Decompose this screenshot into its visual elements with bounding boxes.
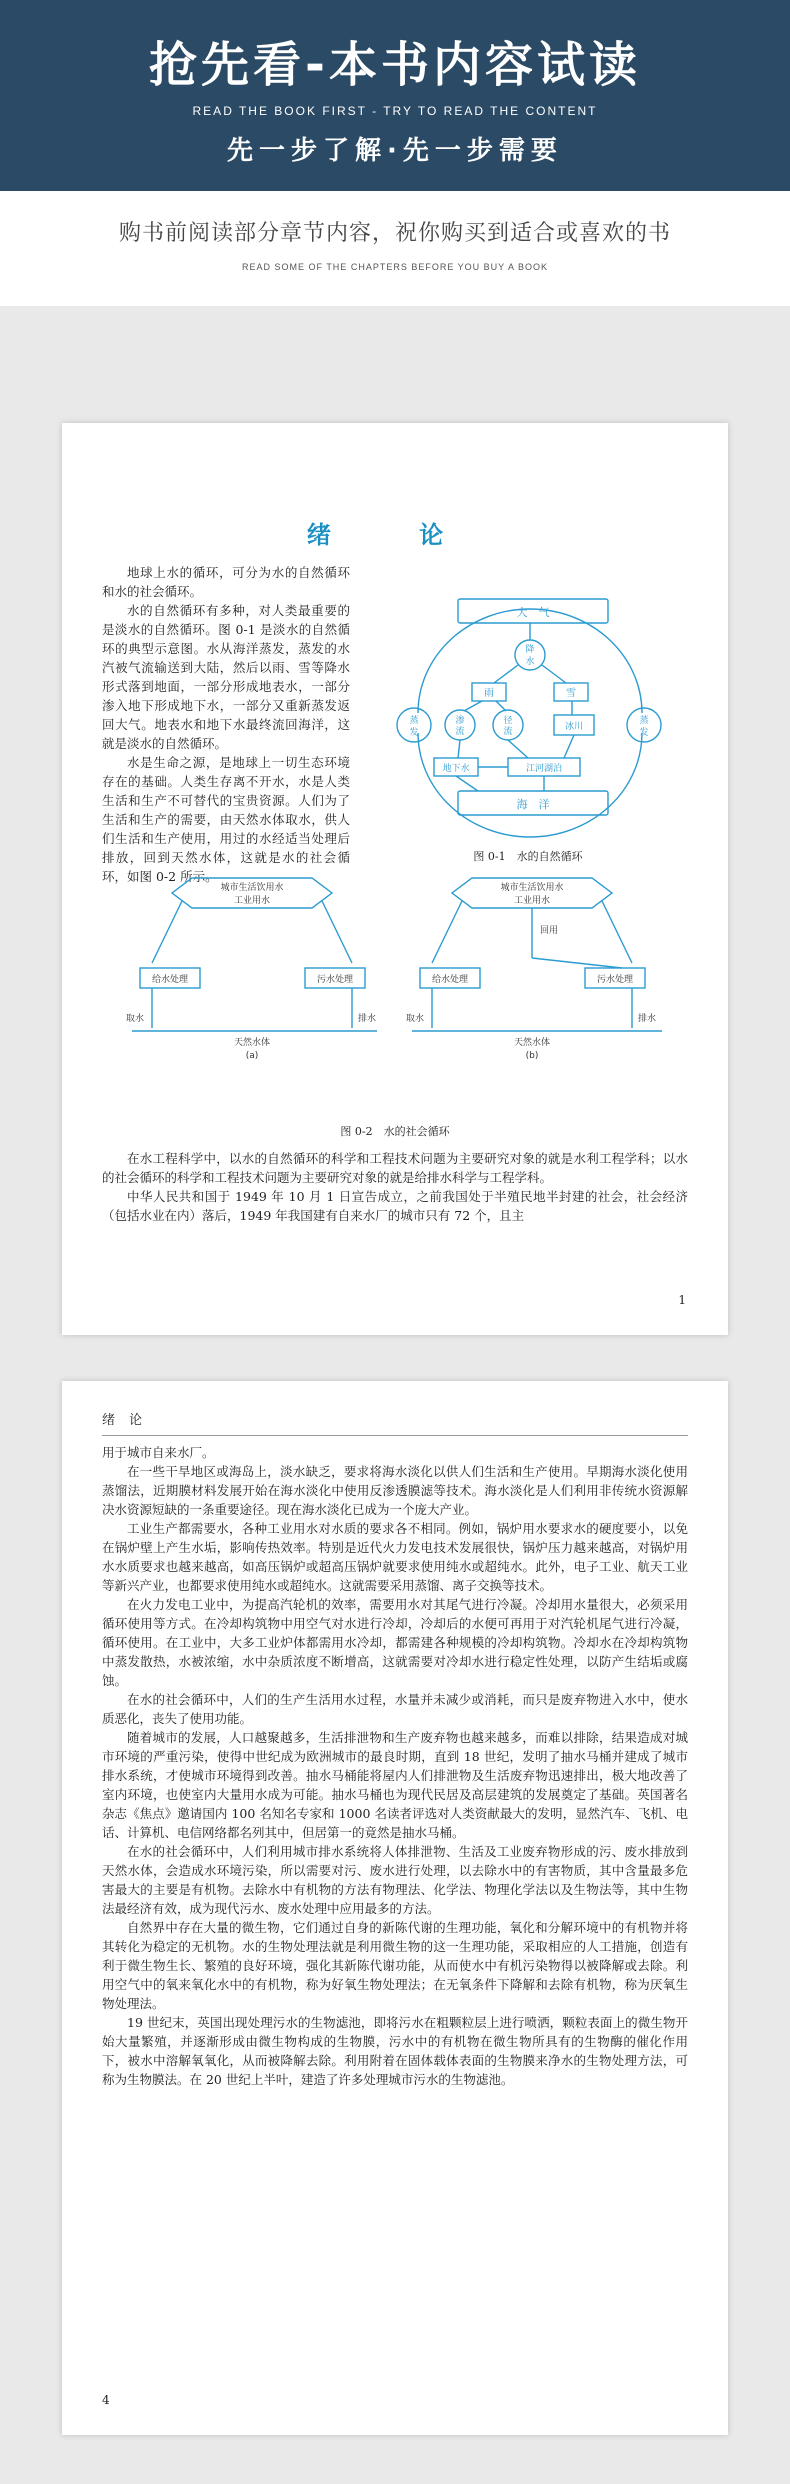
label-industrial-b: 工业用水 (513, 896, 551, 906)
label-evap-left-2: 发 (409, 728, 419, 738)
label-glacier: 冰川 (564, 722, 584, 732)
pipe-line (152, 901, 182, 963)
label-snow: 雪 (566, 688, 576, 699)
arrow-line (508, 740, 528, 758)
figure-social-cycle (122, 873, 682, 1063)
figure-2-caption: 图 0-2 水的社会循环 (340, 1125, 450, 1138)
label-natural-water-b: 天然水体 (513, 1038, 551, 1048)
paragraph-intro: 地球上水的循环，可分为水的自然循环和水的社会循环。 (102, 565, 350, 599)
arrow-line (496, 701, 506, 711)
label-sub-a: (a) (245, 1051, 259, 1061)
pipe-line (602, 901, 632, 963)
page1-left-text (102, 563, 350, 886)
cycle-arc-bottom (418, 733, 642, 837)
label-discharge-b: 排水 (638, 1014, 657, 1024)
chapter-title: 绪 论 (306, 520, 484, 549)
arrow-line (456, 776, 478, 791)
paragraph: 工业生产都需要水，各种工业用水对水质的要求各不相同。例如，锅炉用水要求水的硬度要小，以免在锅炉壁上产生水垢，影响传热效率。特别是近代火力发电技术发展很快，锅炉压力越来越高，对锅炉用水水质要求也越来越高，如高压锅炉或超高压锅炉就要求使用纯水或超纯水。此外，电子工业、航天工业等新兴产业，也都要求使用纯水或超纯水。这就需要采用蒸馏、离子交换等技术。 (102, 1521, 688, 1593)
label-urban-a: 城市生活饮用水 (220, 883, 284, 893)
paragraph: 在一些干旱地区或海岛上，淡水缺乏，要求将海水淡化以供人们生活和生产使用。早期海水淡化使用蒸馏法，近期膜材料发展开始在海水淡化中使用反渗透膜滤等技术。海水淡化是人们利用非传统水资源解决水资源短缺的一条重要途径。现在海水淡化已成为一个庞大产业。 (102, 1464, 688, 1517)
label-runoff-1: 径 (503, 716, 513, 726)
label-runoff-2: 流 (503, 727, 513, 737)
label-reuse: 回用 (540, 926, 559, 936)
pipe-line (432, 901, 462, 963)
arrow-line (564, 735, 574, 758)
paragraph: 随着城市的发展，人口越聚越多，生活排泄物和生产废弃物也越来越多，而难以排除，结果造成对城市环境的严重污染，使得中世纪成为欧洲城市的最良时期，直到 18 世纪，发明了抽水马桶并建成了城市排水系统，才使城市环境得到改善。抽水马桶能将屋内人们排泄物及生活废弃物迅速排出，极大地改善了室内环境，也使室内大量用水成为可能。抽水马桶也为现代民居及高层建筑的发展奠定了基础。英国著名杂志《焦点》邀请国内 100 名知名专家和 1000 名读者评选对人类资献最大的发明，显然汽车、飞机、电话、计算机、电信网络都名列其中，但居第一的竟然是抽水马桶。 (102, 1730, 688, 1840)
label-atmosphere: 大 气 (516, 606, 550, 619)
paragraph: 在水的社会循环中，人们利用城市排水系统将人体排泄物、生活及工业废弃物形成的污、废水排放到天然水体，会造成水环境污染，所以需要对污、废水进行处理，以去除水中的有害物质，其中含量最多危害最大的主要是有机物。去除水中有机物的方法有物理法、化学法、物理化学法以及生物法等，其中生物法最经济有效，成为现代污水、废水处理中应用最多的方法。 (102, 1844, 688, 1916)
label-supply-a: 给水处理 (151, 975, 189, 985)
paragraph: 自然界中存在大量的微生物，它们通过自身的新陈代谢的生理功能，氧化和分解环境中的有机物并将其转化为稳定的无机物。水的生物处理法就是利用微生物的这一生理功能，采取相应的人工措施，创造有利于微生物生长、繁殖的良好环境，强化其新陈代谢功能，从而使水中有机污染物得以被降解或去除。利用空气中的氧来氧化水中的有机物，称为好氧生物处理法；在无氧条件下降解和去除有机物，称为厌氧生物处理法。 (102, 1920, 688, 2011)
running-header: 绪论 (102, 1413, 157, 1428)
label-groundwater: 地下水 (442, 764, 470, 774)
label-ocean: 海 洋 (516, 798, 550, 811)
label-urban-b: 城市生活饮用水 (500, 883, 564, 893)
reuse-line (532, 958, 622, 968)
paragraph: 用于城市自来水厂。 (102, 1445, 215, 1460)
banner-slogan: 先一步了解·先一步需要 (227, 136, 563, 166)
paragraph-social-cycle: 水是生命之源，是地球上一切生态环境存在的基础。人类生存离不开水，水是人类生活和生产不可替代的宝贵资源。人们为了生活和生产的需要，由天然水体取水，供人们生活和生产使用，用过的水经适当处理后排放，回到天然水体，这就是水的社会循环，如图 0-2 所示。 (102, 755, 350, 884)
label-precipitation-1: 降 (525, 645, 535, 655)
label-intake-b: 取水 (406, 1014, 425, 1024)
label-supply-b: 给水处理 (431, 975, 469, 985)
label-rivers-lakes: 江河湖泊 (525, 764, 563, 774)
figure-natural-cycle (358, 593, 698, 843)
label-evap-right-1: 蒸 (639, 716, 649, 726)
label-sewage-b: 污水处理 (596, 975, 634, 985)
label-intake-a: 取水 (126, 1014, 145, 1024)
label-seepage-1: 渗 (455, 716, 465, 726)
figure-1-caption: 图 0-1 水的自然循环 (473, 850, 583, 863)
arrow-line (542, 665, 566, 683)
banner-title: 抢先看-本书内容试读 (149, 37, 641, 93)
book-page-4 (62, 1381, 728, 2435)
page2-text (102, 1443, 688, 2089)
header-banner (0, 0, 790, 191)
banner-subtitle: READ THE BOOK FIRST - TRY TO READ THE CONTENT (192, 104, 598, 118)
paragraph: 19 世纪末，英国出现处理污水的生物滤池，即将污水在粗颗粒层上进行喷洒，颗粒表面上的微生物开始大量繁殖，并逐渐形成由微生物构成的生物膜，污水中的有机物在微生物所具有的生物酶的催化作用下，被水中溶解氧氧化，从而被降解去除。利用附着在固体载体表面的生物膜来净水的生物处理方法，可称为生物膜法。在 20 世纪上半叶，建造了许多处理城市污水的生物滤池。 (102, 2015, 688, 2087)
pipe-line (322, 901, 352, 963)
label-seepage-2: 流 (455, 727, 465, 737)
label-sub-b: (b) (525, 1051, 539, 1061)
label-sewage-a: 污水处理 (316, 975, 354, 985)
label-evap-right-2: 发 (639, 728, 649, 738)
paragraph-history: 中华人民共和国于 1949 年 10 月 1 日宣告成立，之前我国处于半殖民地半封建的社会，社会经济（包括水业在内）落后，1949 年我国建有自来水厂的城市只有 72 个，且主 (102, 1189, 688, 1223)
label-rain: 雨 (484, 688, 494, 699)
label-precipitation-2: 水 (525, 657, 535, 667)
paragraph: 在火力发电工业中，为提高汽轮机的效率，需要用水对其尾气进行冷凝。冷却用水量很大，必须采用循环使用等方式。在冷却构筑物中用空气对水进行冷却，冷却后的水便可再用于对汽轮机尾气进行冷凝，循环使用。在工业中，大多工业炉体都需用水冷却，都需建各种规模的冷却构筑物。冷却水在冷却构筑物中蒸发散热，水被浓缩，水中杂质浓度不断增高，这就需要对冷却水进行稳定性处理，以防产生结垢或腐蚀。 (102, 1597, 688, 1688)
arrow-line (464, 701, 482, 711)
book-page-1 (62, 423, 728, 1335)
label-evap-left-1: 蒸 (409, 716, 419, 726)
intro-text-en: READ SOME OF THE CHAPTERS BEFORE YOU BUY A BOOK (241, 262, 549, 272)
label-discharge-a: 排水 (358, 1014, 377, 1024)
header-rule (102, 1435, 688, 1436)
intro-text: 购书前阅读部分章节内容，祝你购买到适合或喜欢的书 (118, 221, 671, 246)
page1-bottom-text (102, 1149, 688, 1225)
page-number-1: 1 (678, 1293, 686, 1307)
paragraph-natural-cycle: 水的自然循环有多种，对人类最重要的是淡水的自然循环。图 0-1 是淡水的自然循环的典型示意图。水从海洋蒸发，蒸发的水汽被气流输送到大陆，然后以雨、雪等降水形式落到地面，一部分形成地表水，一部分渗入地下形成地下水，一部分又重新蒸发返回大气。地表水和地下水最终流回海洋，这就是淡水的自然循环。 (102, 603, 350, 751)
label-natural-water-a: 天然水体 (233, 1038, 271, 1048)
paragraph: 在水的社会循环中，人们的生产生活用水过程，水量并未减少或消耗，而只是废弃物进入水中，使水质恶化，丧失了使用功能。 (102, 1692, 688, 1726)
paragraph-science: 在水工程科学中，以水的自然循环的科学和工程技术问题为主要研究对象的就是水利工程学科；以水的社会循环的科学和工程技术问题为主要研究对象的就是给排水科学与工程学科。 (102, 1151, 688, 1185)
label-industrial-a: 工业用水 (233, 896, 271, 906)
arrow-line (494, 665, 518, 683)
arrow-line (458, 740, 460, 758)
page-number-4: 4 (102, 2393, 110, 2407)
